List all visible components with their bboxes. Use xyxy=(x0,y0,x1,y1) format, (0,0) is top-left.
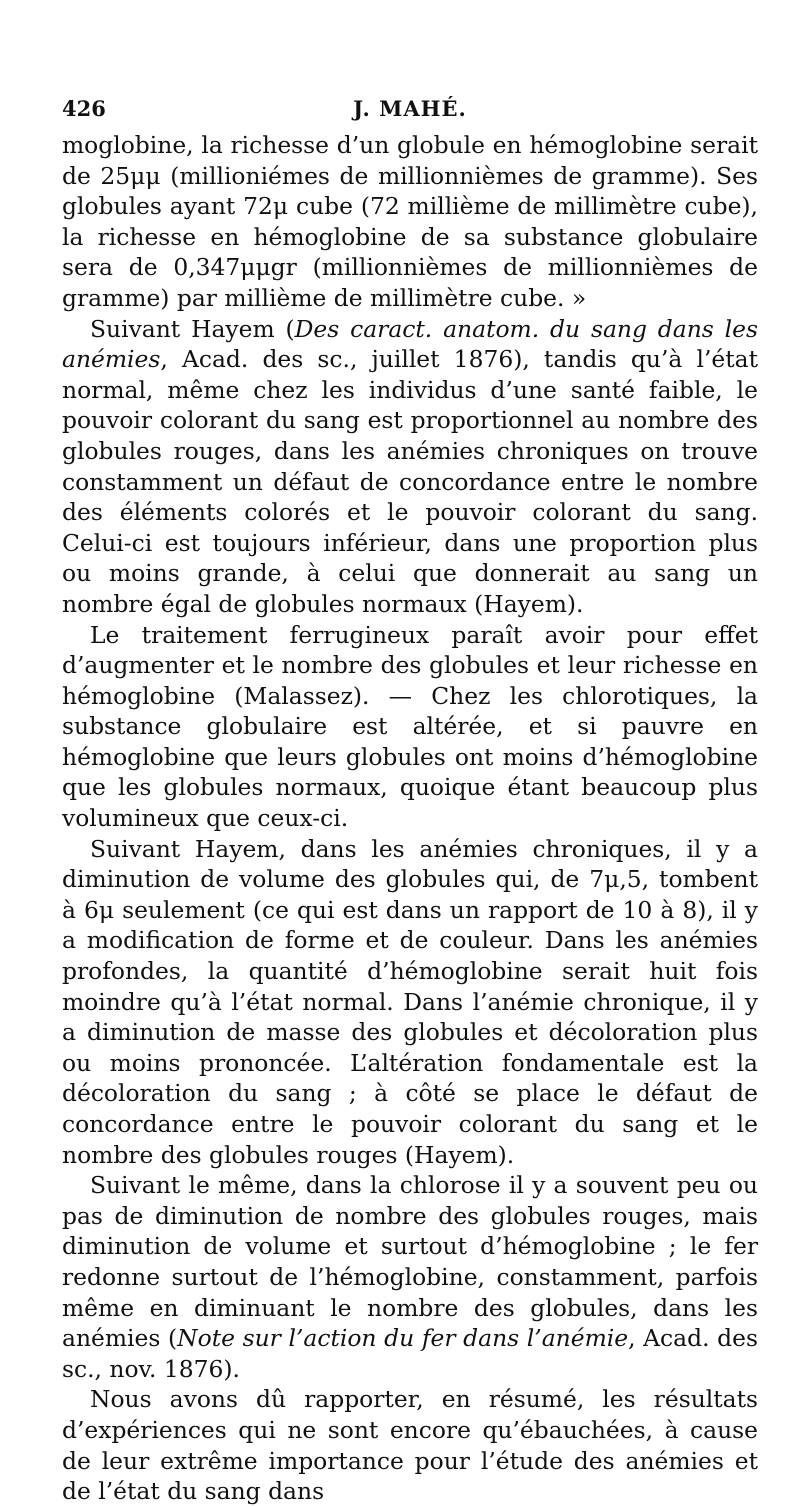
body-text xyxy=(62,130,758,1507)
paragraph-text: Suivant Hayem ( xyxy=(90,314,295,343)
page-number: 426 xyxy=(62,96,106,121)
paragraph xyxy=(62,834,758,1171)
running-title: J. MAHÉ. xyxy=(353,96,467,121)
paragraph xyxy=(62,130,758,314)
paragraph-text: Le traitement ferrugineux paraît avoir pour effet d’augmenter et le nombre des globules et leur richesse en hémoglobine (Malassez). — Chez les chlorotiques, la substance globulaire est altérée, et si pauvre en hémoglobine que leurs globules ont moins d’hémoglobine que les globules normaux, quoique étant beaucoup plus volumineux que ceux-ci. xyxy=(62,620,758,833)
paragraph xyxy=(62,620,758,834)
running-head xyxy=(62,96,758,130)
paragraph xyxy=(62,1384,758,1506)
paragraph-text: Suivant Hayem, dans les anémies chroniques, il y a diminution de volume des globules qui, de 7μ,5, tombent à 6μ seulement (ce qui est dans un rapport de 10 à 8), il y a modification de forme et de couleur. Dans les anémies profondes, la quantité d’hémoglobine serait huit fois moindre qu’à l’état normal. Dans l’anémie chronique, il y a diminution de masse des globules et décoloration plus ou moins prononcée. L’altération fondamentale est la décoloration du sang ; à côté se place le défaut de concordance entre le pouvoir colorant du sang et le nombre des globules rouges (Hayem). xyxy=(62,834,758,1169)
book-page xyxy=(62,96,758,1507)
paragraph xyxy=(62,1170,758,1384)
paragraph-text: , Acad. des sc., juillet 1876), tandis qu’à l’état normal, même chez les individus d’une santé faible, le pouvoir colorant du sang est proportionnel au nombre des globules rouges, dans les anémies chroniques on trouve constamment un défaut de concordance entre le nombre des éléments colorés et le pouvoir colorant du sang. Celui-ci est toujours inférieur, dans une proportion plus ou moins grande, à celui que donnerait au sang un nombre égal de globules normaux (Hayem). xyxy=(62,345,758,618)
paragraph-text: moglobine, la richesse d’un globule en hémoglobine serait de 25μμ (millioniémes de millionnièmes de gramme). Ses globules ayant 72μ cube (72 millième de millimètre cube), la richesse en hémoglobine de sa substance globulaire sera de 0,347μμgr (millionnièmes de millionnièmes de gramme) par millième de millimètre cube. » xyxy=(62,131,758,312)
paragraph-text: , Acad. des sc., nov. 1876). xyxy=(62,1324,758,1383)
citation-title: Note sur l’action du fer dans l’anémie xyxy=(177,1324,629,1353)
paragraph xyxy=(62,314,758,620)
paragraph-text: Nous avons dû rapporter, en résumé, les résultats d’expériences qui ne sont encore qu’ébauchées, à cause de leur extrême importance pour l’étude des anémies et de l’état du sang dans xyxy=(62,1385,758,1506)
citation-title: Des caract. anatom. du sang dans les anémies xyxy=(62,314,758,374)
paragraph-text: Suivant le même, dans la chlorose il y a souvent peu ou pas de diminution de nombre des globules rouges, mais diminution de volume et surtout d’hémoglobine ; le fer redonne surtout de l’hémoglobine, constamment, parfois même en diminuant le nombre des globules, dans les anémies ( xyxy=(62,1171,758,1353)
